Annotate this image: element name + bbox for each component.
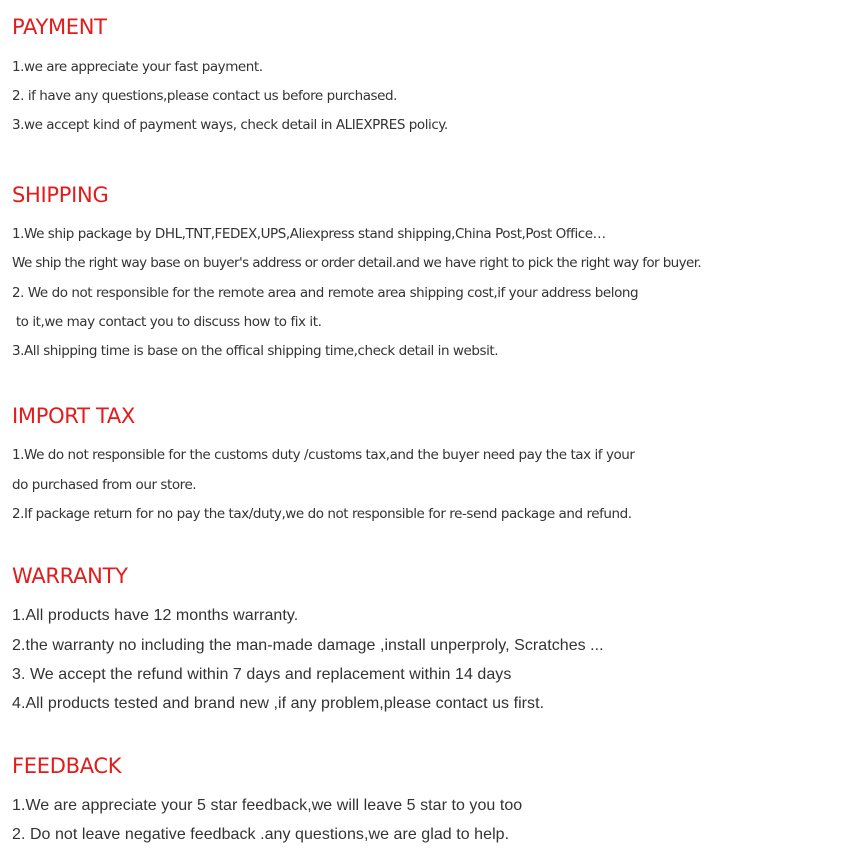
shipping-line-2: We ship the right way base on buyer's address or order detail.and we have right to pick the right way for buyer. — [12, 255, 702, 271]
shipping-line-5: 3.All shipping time is base on the offical shipping time,check detail in websit. — [12, 343, 499, 359]
shipping-line-3: 2. We do not responsible for the remote area and remote area shipping cost,if your address belong — [12, 285, 639, 301]
feedback-heading: FEEDBACK — [12, 754, 122, 778]
import-tax-line-2: do purchased from our store. — [12, 477, 197, 493]
payment-line-1: 1.we are appreciate your fast payment. — [12, 59, 263, 75]
warranty-line-1: 1.All products have 12 months warranty. — [12, 607, 299, 624]
payment-line-3: 3.we accept kind of payment ways, check detail in ALIEXPRES policy. — [12, 117, 448, 133]
import-tax-heading: IMPORT TAX — [12, 404, 136, 428]
payment-heading: PAYMENT — [12, 15, 107, 39]
feedback-line-1: 1.We are appreciate your 5 star feedback,we will leave 5 star to you too — [12, 797, 523, 814]
import-tax-line-3: 2.If package return for no pay the tax/duty,we do not responsible for re-send package and refund. — [12, 506, 632, 522]
payment-line-2: 2. if have any questions,please contact us before purchased. — [12, 88, 397, 104]
warranty-line-4: 4.All products tested and brand new ,if any problem,please contact us first. — [12, 695, 545, 712]
warranty-heading: WARRANTY — [12, 564, 128, 588]
warranty-line-2: 2.the warranty no including the man-made damage ,install unperproly, Scratches ... — [12, 637, 604, 654]
import-tax-line-1: 1.We do not responsible for the customs duty /customs tax,and the buyer need pay the tax if your — [12, 447, 635, 463]
feedback-line-2: 2. Do not leave negative feedback .any questions,we are glad to help. — [12, 826, 510, 843]
warranty-line-3: 3. We accept the refund within 7 days and replacement within 14 days — [12, 666, 512, 683]
shipping-line-4: to it,we may contact you to discuss how to fix it. — [12, 314, 322, 330]
shipping-heading: SHIPPING — [12, 183, 109, 207]
shipping-line-1: 1.We ship package by DHL,TNT,FEDEX,UPS,Aliexpress stand shipping,China Post,Post Office… — [12, 226, 606, 242]
